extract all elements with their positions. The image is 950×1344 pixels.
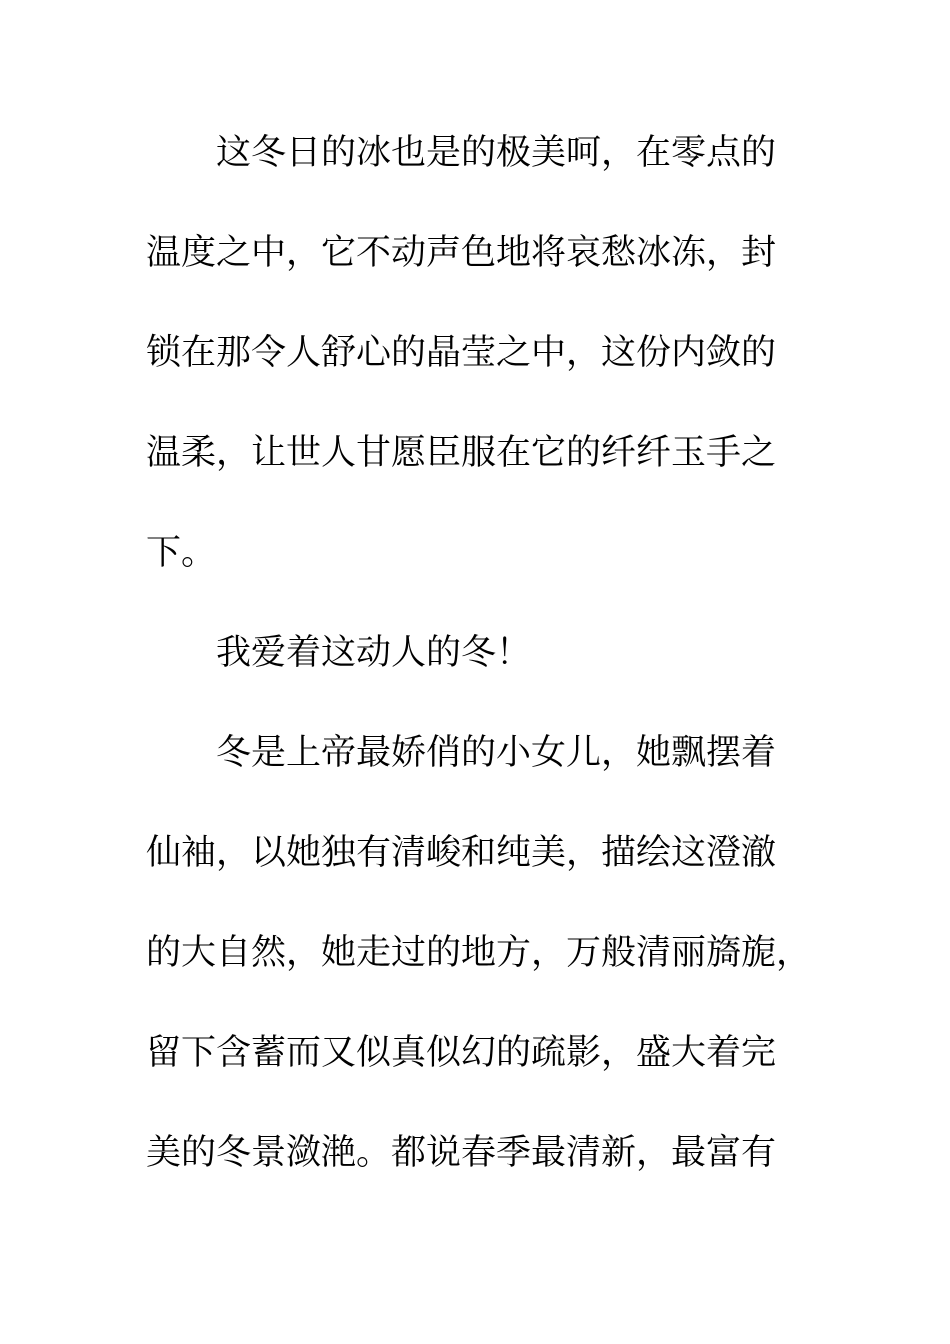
text-line-8: 仙袖，以她独有清峻和纯美，描绘这澄澈 xyxy=(146,833,777,873)
text-line-3: 锁在那令人舒心的晶莹之中，这份内敛的 xyxy=(146,333,777,373)
text-line-7: 冬是上帝最娇俏的小女儿，她飘摆着 xyxy=(216,733,777,773)
text-line-2: 温度之中，它不动声色地将哀愁冰冻，封 xyxy=(146,233,777,273)
text-line-6: 我爱着这动人的冬！ xyxy=(216,633,532,673)
text-line-5: 下。 xyxy=(146,533,217,573)
text-line-10: 留下含蓄而又似真似幻的疏影，盛大着完 xyxy=(146,1033,777,1073)
text-line-11: 美的冬景潋滟。都说春季最清新，最富有 xyxy=(146,1133,777,1173)
text-line-1: 这冬日的冰也是的极美呵，在零点的 xyxy=(216,133,777,173)
text-line-4: 温柔，让世人甘愿臣服在它的纤纤玉手之 xyxy=(146,433,777,473)
text-line-9: 的大自然，她走过的地方，万般清丽旖旎， xyxy=(146,933,812,973)
